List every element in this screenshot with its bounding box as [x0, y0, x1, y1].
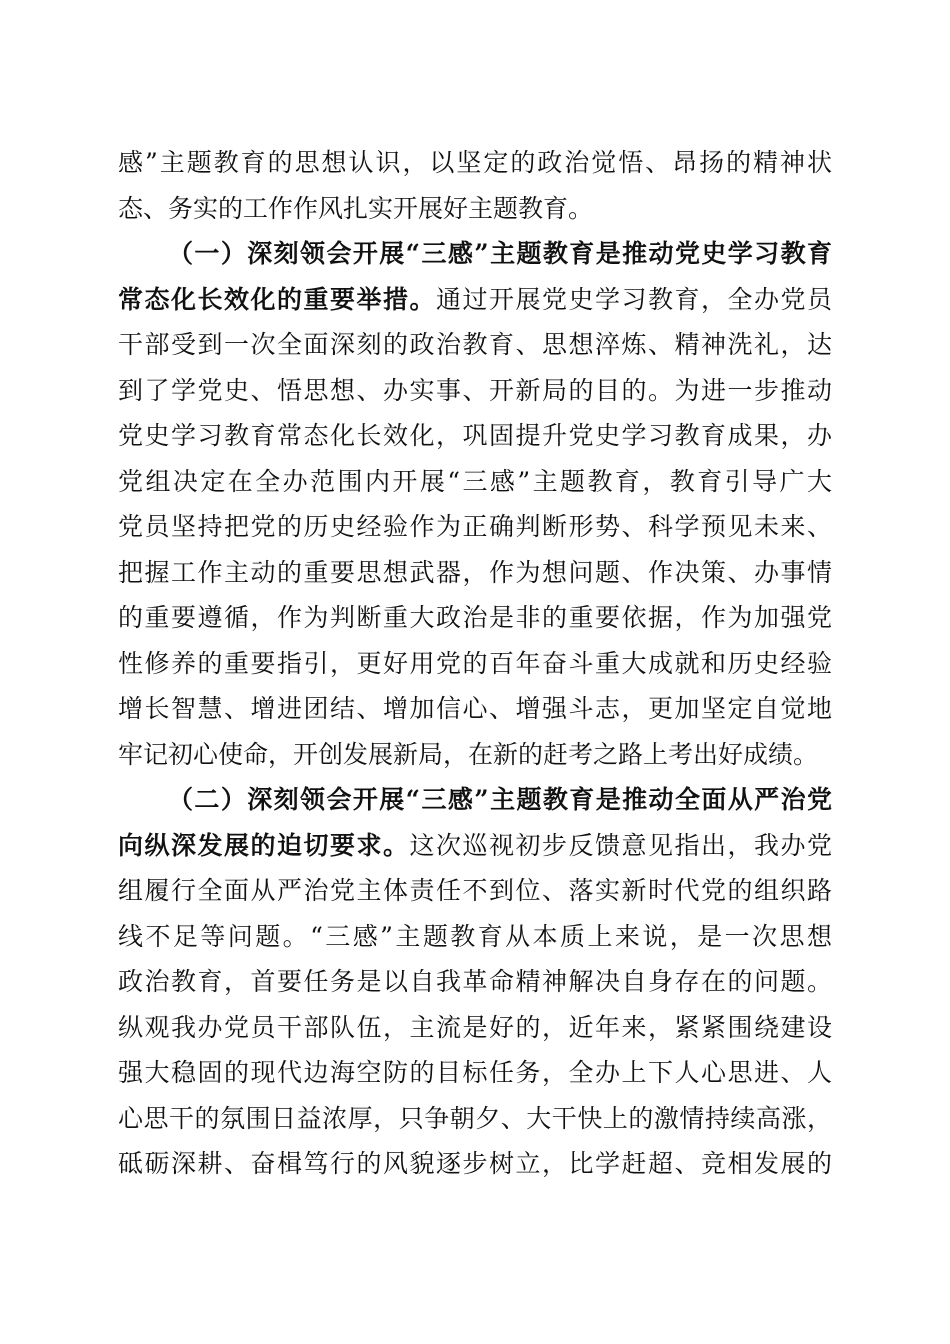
section1-line: 性修养的重要指引，更好用党的百年奋斗重大成就和历史经验: [118, 648, 832, 678]
section2-heading: （二）深刻领会开展“三感”主题教育是推动全面从严治党: [168, 785, 832, 814]
section1-line: 党史学习教育常态化长效化，巩固提升党史学习教育成果，办: [118, 421, 832, 450]
intro-line-1: 感”主题教育的思想认识，以坚定的政治觉悟、昂扬的精神状: [118, 148, 832, 177]
section2-line: 政治教育，首要任务是以自我革命精神解决自身存在的问题。: [118, 967, 832, 996]
section2-line: 强大稳固的现代边海空防的目标任务，全办上下人心思进、人: [118, 1058, 832, 1087]
section1-line: 的重要遵循，作为判断重大政治是非的重要依据，作为加强党: [118, 603, 832, 632]
section2-heading-end: 向纵深发展的迫切要求。: [118, 830, 410, 860]
section1-line: 牢记初心使命，开创发展新局，在新的赶考之路上考出好成绩。: [118, 739, 819, 769]
section1-heading-end: 常态化长效化的重要举措。: [118, 284, 436, 314]
document-page: [118, 140, 832, 1187]
section1-line: 干部受到一次全面深刻的政治教育、思想淬炼、精神洗礼，达: [118, 330, 832, 359]
section2-line: 心思干的氛围日益浓厚，只争朝夕、大干快上的激情持续高涨，: [118, 1103, 832, 1133]
intro-line-2: 态、务实的工作作风扎实开展好主题教育。: [118, 193, 594, 223]
section2-line: 组履行全面从严治党主体责任不到位、落实新时代党的组织路: [118, 876, 832, 905]
section1-line: 到了学党史、悟思想、办实事、开新局的目的。为进一步推动: [118, 375, 832, 405]
section1-body-start: 通过开展党史学习教育，全办党员: [436, 284, 832, 314]
section2-line: 纵观我办党员干部队伍，主流是好的，近年来，紧紧围绕建设: [118, 1012, 832, 1042]
section2-body-start: 这次巡视初步反馈意见指出，我办党: [409, 830, 832, 860]
section1-line: 党员坚持把党的历史经验作为正确判断形势、科学预见未来、: [118, 512, 832, 541]
section2-line: 线不足等问题。“三感”主题教育从本质上来说，是一次思想: [118, 921, 832, 951]
section1-line: 增长智慧、增进团结、增加信心、增强斗志，更加坚定自觉地: [118, 694, 832, 723]
section1-heading: （一）深刻领会开展“三感”主题教育是推动党史学习教育: [168, 239, 832, 268]
section1-line: 党组决定在全办范围内开展“三感”主题教育，教育引导广大: [118, 466, 832, 496]
section2-heading-continuation: [118, 823, 832, 869]
section1-heading-continuation: [118, 277, 832, 323]
section1-line: 把握工作主动的重要思想武器，作为想问题、作决策、办事情: [118, 557, 832, 587]
section2-line: 砥砺深耕、奋楫笃行的风貌逐步树立，比学赶超、竞相发展的: [118, 1149, 832, 1178]
